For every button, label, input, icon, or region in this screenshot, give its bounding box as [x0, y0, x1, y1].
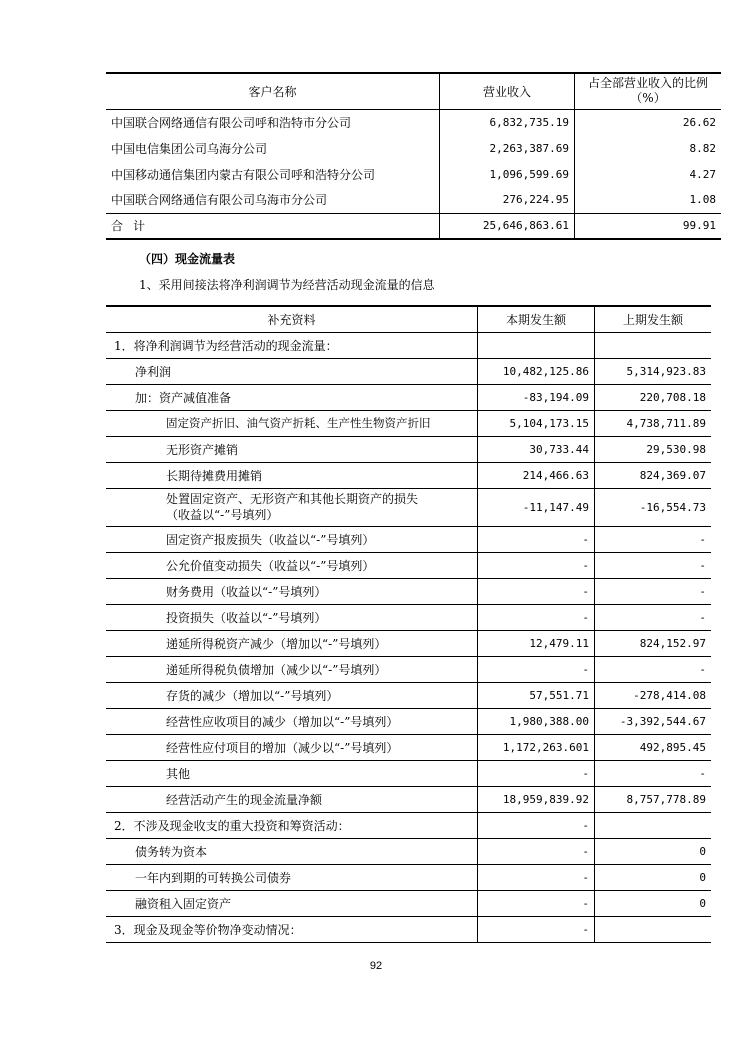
customer-revenue-table [106, 72, 721, 240]
table-row [106, 916, 711, 942]
current-value: - [478, 890, 595, 916]
table-header-row [106, 73, 721, 109]
cash-flow-table [106, 305, 711, 943]
current-value: - [478, 578, 595, 604]
row-label: 递延所得税资产减少（增加以“-”号填列） [106, 630, 478, 656]
table-row [106, 812, 711, 838]
prior-value: 220,708.18 [595, 384, 712, 410]
customer-revenue: 6,832,735.19 [440, 109, 575, 135]
total-revenue: 25,646,863.61 [440, 213, 575, 239]
table-row [106, 526, 711, 552]
current-value: 57,551.71 [478, 682, 595, 708]
column-header-revenue: 营业收入 [440, 73, 575, 109]
column-header-ratio: 占全部营业收入的比例（%） [575, 73, 722, 109]
section-title: （四）现金流量表 [139, 252, 236, 266]
current-value: - [478, 864, 595, 890]
table-row [106, 436, 711, 462]
column-header-prior: 上期发生额 [595, 306, 712, 332]
table-row [106, 708, 711, 734]
table-row [106, 109, 721, 135]
table-row [106, 890, 711, 916]
row-label: 净利润 [106, 358, 478, 384]
row-label: 经营性应收项目的减少（增加以“-”号填列） [106, 708, 478, 734]
row-label: 固定资产报废损失（收益以“-”号填列） [106, 526, 478, 552]
row-label: 经营活动产生的现金流量净额 [106, 786, 478, 812]
prior-value: - [595, 604, 712, 630]
prior-value [595, 812, 712, 838]
current-value: - [478, 526, 595, 552]
row-label: 其他 [106, 760, 478, 786]
current-value: - [478, 656, 595, 682]
row-label: 债务转为资本 [106, 838, 478, 864]
table-row [106, 462, 711, 488]
table-row [106, 358, 711, 384]
current-value [478, 332, 595, 358]
prior-value: 0 [595, 838, 712, 864]
table-row [106, 578, 711, 604]
prior-value: - [595, 656, 712, 682]
table-row [106, 760, 711, 786]
current-value: - [478, 916, 595, 942]
row-label: 融资租入固定资产 [106, 890, 478, 916]
customer-name: 中国联合网络通信有限公司乌海市分公司 [111, 193, 328, 208]
table-row [106, 864, 711, 890]
table-row [106, 682, 711, 708]
row-label: 3．现金及现金等价物净变动情况： [106, 916, 478, 942]
prior-value: 824,369.07 [595, 462, 712, 488]
table-row [106, 187, 721, 213]
row-label: 1．将净利润调节为经营活动的现金流量： [106, 332, 478, 358]
column-header-current: 本期发生额 [478, 306, 595, 332]
current-value: 214,466.63 [478, 462, 595, 488]
row-label: 投资损失（收益以“-”号填列） [106, 604, 478, 630]
column-header-item: 补充资料 [106, 306, 478, 332]
customer-revenue: 1,096,599.69 [440, 161, 575, 187]
customer-revenue: 276,224.95 [440, 187, 575, 213]
prior-value: 5,314,923.83 [595, 358, 712, 384]
current-value: - [478, 552, 595, 578]
prior-value [595, 332, 712, 358]
prior-value: 29,530.98 [595, 436, 712, 462]
table-row [106, 488, 711, 526]
prior-value: 4,738,711.89 [595, 410, 712, 436]
current-value: 5,104,173.15 [478, 410, 595, 436]
customer-revenue: 2,263,387.69 [440, 135, 575, 161]
current-value: - [478, 604, 595, 630]
table-row [106, 630, 711, 656]
prior-value: 492,895.45 [595, 734, 712, 760]
prior-value: 0 [595, 864, 712, 890]
prior-value: - [595, 760, 712, 786]
row-label: 2．不涉及现金收支的重大投资和筹资活动： [106, 812, 478, 838]
current-value: - [478, 812, 595, 838]
table-row [106, 552, 711, 578]
customer-name: 中国联合网络通信有限公司呼和浩特市分公司 [111, 115, 352, 130]
customer-ratio: 26.62 [575, 109, 722, 135]
table-row [106, 604, 711, 630]
current-value: 12,479.11 [478, 630, 595, 656]
table-row [106, 838, 711, 864]
customer-ratio: 1.08 [575, 187, 722, 213]
row-label: 公允价值变动损失（收益以“-”号填列） [106, 552, 478, 578]
current-value: 30,733.44 [478, 436, 595, 462]
prior-value: 824,152.97 [595, 630, 712, 656]
table-row [106, 656, 711, 682]
prior-value: - [595, 552, 712, 578]
current-value: -11,147.49 [478, 488, 595, 526]
prior-value [595, 916, 712, 942]
prior-value: -3,392,544.67 [595, 708, 712, 734]
page-number: 92 [369, 960, 383, 972]
table-row [106, 384, 711, 410]
row-label: 无形资产摊销 [106, 436, 478, 462]
current-value: 1,172,263.601 [478, 734, 595, 760]
customer-name: 中国电信集团公司乌海分公司 [111, 141, 268, 156]
prior-value: - [595, 578, 712, 604]
table-row [106, 332, 711, 358]
row-label: 一年内到期的可转换公司债券 [106, 864, 478, 890]
prior-value: - [595, 526, 712, 552]
row-label: 固定资产折旧、油气资产折耗、生产性生物资产折旧 [106, 410, 478, 436]
table-row [106, 734, 711, 760]
table-row [106, 786, 711, 812]
current-value: - [478, 760, 595, 786]
total-ratio: 99.91 [575, 213, 722, 239]
customer-name: 中国移动通信集团内蒙古有限公司呼和浩特分公司 [111, 167, 376, 182]
prior-value: 0 [595, 890, 712, 916]
row-label: 经营性应付项目的增加（减少以“-”号填列） [106, 734, 478, 760]
current-value: -83,194.09 [478, 384, 595, 410]
column-header-customer: 客户名称 [106, 73, 440, 109]
prior-value: -278,414.08 [595, 682, 712, 708]
prior-value: 8,757,778.89 [595, 786, 712, 812]
customer-ratio: 8.82 [575, 135, 722, 161]
row-label: 加：资产减值准备 [106, 384, 478, 410]
current-value: - [478, 838, 595, 864]
subsection-title: 1、采用间接法将净利润调节为经营活动现金流量的信息 [139, 278, 435, 292]
current-value: 18,959,839.92 [478, 786, 595, 812]
row-label: 财务费用（收益以“-”号填列） [106, 578, 478, 604]
total-label: 合计 [111, 219, 156, 234]
current-value: 1,980,388.00 [478, 708, 595, 734]
row-label: 长期待摊费用摊销 [106, 462, 478, 488]
row-label: 处置固定资产、无形资产和其他长期资产的损失（收益以“-”号填列） [106, 488, 478, 526]
total-row [106, 213, 721, 239]
current-value: 10,482,125.86 [478, 358, 595, 384]
prior-value: -16,554.73 [595, 488, 712, 526]
table-header-row [106, 306, 711, 332]
row-label: 存货的减少（增加以“-”号填列） [106, 682, 478, 708]
customer-ratio: 4.27 [575, 161, 722, 187]
table-row [106, 410, 711, 436]
row-label: 递延所得税负债增加（减少以“-”号填列） [106, 656, 478, 682]
table-row [106, 135, 721, 161]
table-row [106, 161, 721, 187]
